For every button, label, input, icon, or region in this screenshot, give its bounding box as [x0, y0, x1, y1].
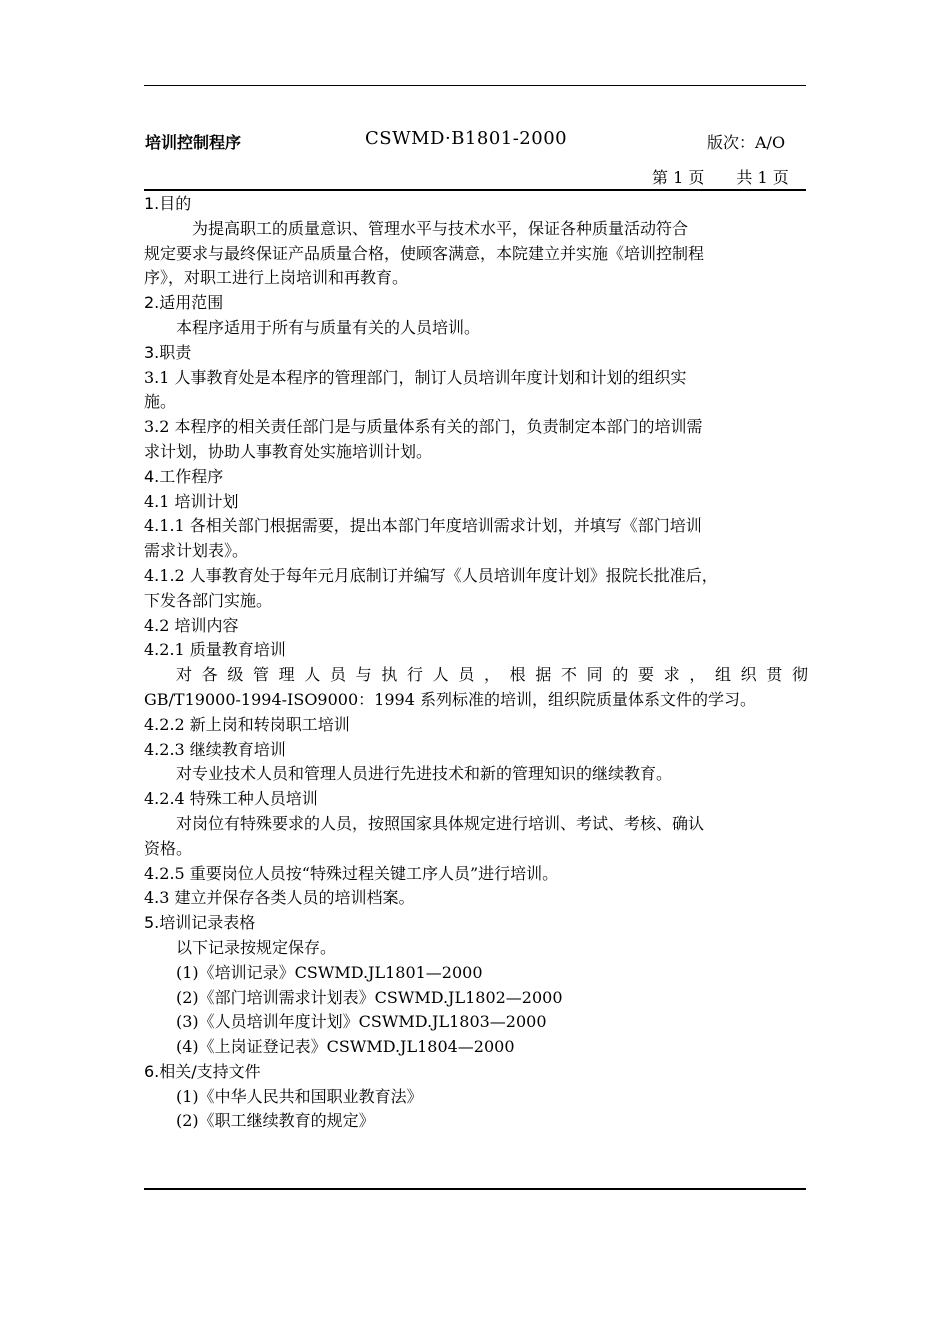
- text-line: 4.2.1 质量教育培训: [144, 640, 286, 660]
- text-line: 4.1 培训计划: [144, 491, 239, 511]
- section-heading: 4.工作程序: [144, 466, 224, 486]
- text-line: 4.2.3 继续教育培训: [144, 739, 286, 759]
- text-line: 本程序适用于所有与质量有关的人员培训。: [176, 317, 481, 337]
- bottom-rule: [144, 1188, 806, 1190]
- text-line: 4.2.4 特殊工种人员培训: [144, 789, 318, 809]
- text-line: 下发各部门实施。: [144, 590, 273, 610]
- section-heading: 1.目的: [144, 194, 192, 213]
- text-line: 4.1.2 人事教育处于每年元月底制订并编写《人员培训年度计划》报院长批准后，: [144, 565, 718, 585]
- text-line: (1)《培训记录》CSWMD.JL1801—2000: [176, 962, 483, 982]
- text-line: (4)《上岗证登记表》CSWMD.JL1804—2000: [176, 1037, 515, 1057]
- text-line: 3.1 人事教育处是本程序的管理部门，制订人员培训年度计划和计划的组织实: [144, 367, 687, 387]
- text-line: (2)《职工继续教育的规定》: [176, 1111, 375, 1131]
- text-line: 4.2.2 新上岗和转岗职工培训: [144, 714, 350, 734]
- document-code: CSWMD·B1801-2000: [365, 128, 568, 149]
- text-line: 求计划，协助人事教育处实施培训计划。: [144, 441, 433, 461]
- text-line: (2)《部门培训需求计划表》CSWMD.JL1802—2000: [176, 987, 563, 1007]
- text-line: 对专业技术人员和管理人员进行先进技术和新的管理知识的继续教育。: [176, 764, 673, 784]
- text-line: 4.2.5 重要岗位人员按“特殊过程关键工序人员”进行培训。: [144, 863, 559, 883]
- text-line: 资格。: [144, 838, 193, 858]
- text-line: 为提高职工的质量意识、管理水平与技术水平，保证各种质量活动符合: [144, 218, 689, 238]
- text-line: 4.1.1 各相关部门根据需要，提出本部门年度培训需求计划，并填写《部门培训: [144, 516, 702, 536]
- header-rule: [144, 189, 806, 191]
- document-version: 版次：A/O: [707, 133, 786, 152]
- text-line: 对岗位有特殊要求的人员，按照国家具体规定进行培训、考试、考核、确认: [176, 813, 705, 833]
- text-line: 4.3 建立并保存各类人员的培训档案。: [144, 888, 415, 908]
- section-heading: 3.职责: [144, 342, 192, 362]
- section-heading: 2.适用范围: [144, 293, 224, 313]
- text-line: (1)《中华人民共和国职业教育法》: [176, 1086, 423, 1106]
- text-line: 施。: [144, 392, 177, 412]
- text-line: 规定要求与最终保证产品质量合格，使顾客满意，本院建立并实施《培训控制程: [144, 243, 705, 263]
- section-heading: 5.培训记录表格: [144, 913, 256, 933]
- text-line: (3)《人员培训年度计划》CSWMD.JL1803—2000: [176, 1012, 547, 1032]
- text-line: GB/T19000-1994-ISO9000：1994 系列标准的培训，组织院质量体系文件的学习。: [144, 689, 756, 709]
- text-line: 4.2 培训内容: [144, 615, 239, 635]
- page-number: 第 1 页 共 1 页: [652, 168, 789, 187]
- document-title: 培训控制程序: [145, 133, 242, 152]
- text-line: 对 各 级 管 理 人 员 与 执 行 人 员 ， 根 据 不 同 的 要 求 ， 组 织 贯 彻: [176, 665, 808, 685]
- text-line: 序》，对职工进行上岗培训和再教育。: [144, 268, 409, 288]
- text-line: 以下记录按规定保存。: [176, 937, 337, 957]
- section-heading: 6.相关/支持文件: [144, 1061, 261, 1081]
- top-rule: [144, 85, 806, 86]
- document-body: [144, 192, 808, 1134]
- text-line: 3.2 本程序的相关责任部门是与质量体系有关的部门，负责制定本部门的培训需: [144, 417, 703, 437]
- text-line: 需求计划表》。: [144, 541, 249, 561]
